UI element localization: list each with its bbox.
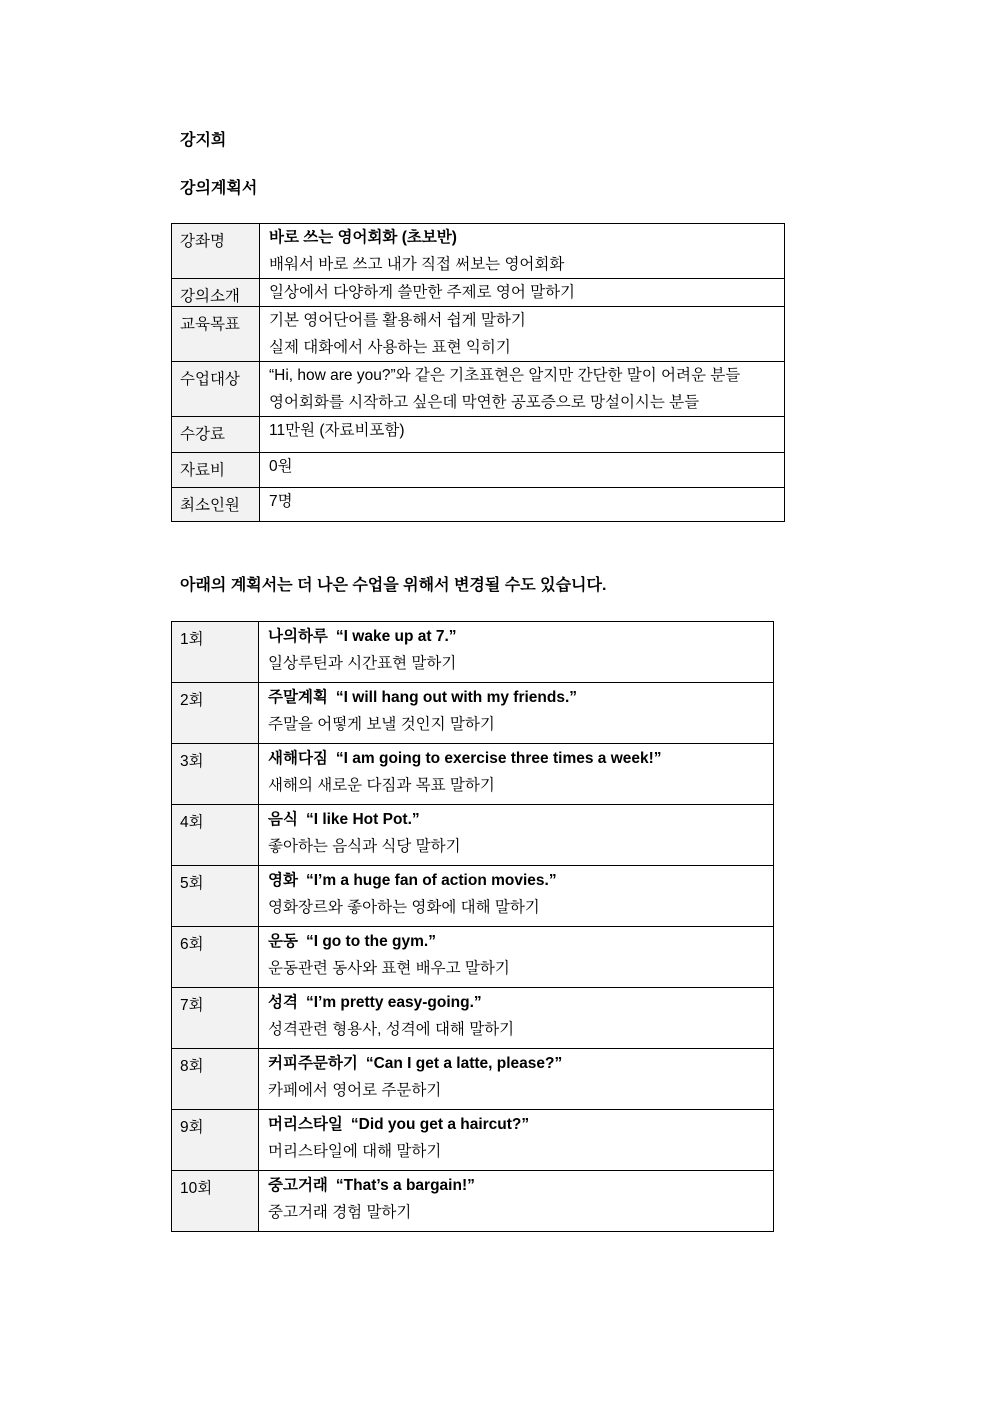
notice-text: 아래의 계획서는 더 나은 수업을 위해서 변경될 수도 있습니다. — [180, 577, 607, 594]
session-title-line — [268, 928, 773, 955]
session-row — [172, 866, 774, 927]
session-phrase: “I’m pretty easy-going.” — [305, 994, 482, 1011]
course-info-table — [171, 223, 785, 522]
info-label: 교육목표 — [172, 307, 260, 362]
session-topic: 커피주문하기 — [268, 1055, 358, 1072]
session-topic: 영화 — [268, 872, 298, 889]
session-title-line — [268, 867, 773, 894]
session-number: 3회 — [172, 744, 259, 805]
course-name: 바로 쓰는 영어회화 (초보반) — [269, 229, 457, 246]
session-title-line — [268, 1111, 773, 1138]
info-label: 자료비 — [172, 453, 260, 488]
session-content — [259, 927, 774, 988]
session-title-line — [268, 745, 773, 772]
info-line: 일상에서 다양하게 쓸만한 주제로 영어 말하기 — [269, 284, 576, 301]
session-phrase: “Did you get a haircut?” — [350, 1116, 530, 1133]
info-row-target — [172, 362, 785, 417]
session-title-line — [268, 806, 773, 833]
session-description: 머리스타일에 대해 말하기 — [268, 1143, 442, 1160]
info-line: 7명 — [269, 493, 293, 510]
session-number: 10회 — [172, 1171, 259, 1232]
session-title-line — [268, 989, 773, 1016]
session-topic: 새해다짐 — [268, 750, 328, 767]
session-row — [172, 1049, 774, 1110]
session-phrase: “Can I get a latte, please?” — [365, 1055, 563, 1072]
info-value — [260, 307, 785, 362]
session-phrase: “That’s a bargain!” — [335, 1177, 475, 1194]
info-row-goals — [172, 307, 785, 362]
session-title-line — [268, 1172, 773, 1199]
info-label: 강의소개 — [172, 279, 260, 307]
session-description: 일상루틴과 시간표현 말하기 — [268, 655, 457, 672]
session-number: 7회 — [172, 988, 259, 1049]
session-title-line — [268, 1050, 773, 1077]
info-value — [260, 362, 785, 417]
info-line: 0원 — [269, 458, 293, 475]
info-line: 실제 대화에서 사용하는 표현 익히기 — [269, 339, 511, 356]
info-row-min-students — [172, 488, 785, 522]
document-title: 강의계획서 — [180, 180, 258, 197]
session-phrase: “I go to the gym.” — [305, 933, 436, 950]
session-row — [172, 805, 774, 866]
info-value — [260, 488, 785, 522]
session-topic: 머리스타일 — [268, 1116, 343, 1133]
session-topic: 중고거래 — [268, 1177, 328, 1194]
session-description: 좋아하는 음식과 식당 말하기 — [268, 838, 461, 855]
info-label: 수강료 — [172, 417, 260, 453]
info-row-intro — [172, 279, 785, 307]
info-label: 수업대상 — [172, 362, 260, 417]
session-phrase: “I like Hot Pot.” — [305, 811, 420, 828]
session-row — [172, 988, 774, 1049]
session-topic: 성격 — [268, 994, 298, 1011]
info-line: 영어회화를 시작하고 싶은데 막연한 공포증으로 망설이시는 분들 — [269, 394, 700, 411]
session-description: 주말을 어떻게 보낼 것인지 말하기 — [268, 716, 495, 733]
session-number: 2회 — [172, 683, 259, 744]
info-value — [260, 453, 785, 488]
session-row — [172, 744, 774, 805]
session-number: 5회 — [172, 866, 259, 927]
session-phrase: “I wake up at 7.” — [335, 628, 457, 645]
session-content — [259, 622, 774, 683]
info-row-fee — [172, 417, 785, 453]
info-line: “Hi, how are you?”와 같은 기초표현은 알지만 간단한 말이 어려운 분들 — [269, 367, 741, 384]
session-content — [259, 1171, 774, 1232]
session-content — [259, 1110, 774, 1171]
session-row — [172, 1110, 774, 1171]
info-label: 최소인원 — [172, 488, 260, 522]
session-description: 새해의 새로운 다짐과 목표 말하기 — [268, 777, 495, 794]
session-phrase: “I am going to exercise three times a week!” — [335, 750, 662, 767]
info-row-course-name — [172, 224, 785, 279]
session-topic: 나의하루 — [268, 628, 328, 645]
session-content — [259, 988, 774, 1049]
session-description: 카페에서 영어로 주문하기 — [268, 1082, 442, 1099]
info-label: 강좌명 — [172, 224, 260, 279]
info-value — [260, 417, 785, 453]
session-topic: 음식 — [268, 811, 298, 828]
info-value — [260, 279, 785, 307]
session-row — [172, 1171, 774, 1232]
session-row — [172, 622, 774, 683]
session-content — [259, 1049, 774, 1110]
session-description: 영화장르와 좋아하는 영화에 대해 말하기 — [268, 899, 540, 916]
session-phrase: “I’m a huge fan of action movies.” — [305, 872, 557, 889]
session-number: 4회 — [172, 805, 259, 866]
session-content — [259, 805, 774, 866]
session-row — [172, 683, 774, 744]
session-description: 성격관련 형용사, 성격에 대해 말하기 — [268, 1021, 515, 1038]
session-description: 중고거래 경험 말하기 — [268, 1204, 412, 1221]
session-topic: 주말계획 — [268, 689, 328, 706]
session-row — [172, 927, 774, 988]
session-content — [259, 683, 774, 744]
session-phrase: “I will hang out with my friends.” — [335, 689, 578, 706]
info-value — [260, 224, 785, 279]
session-number: 8회 — [172, 1049, 259, 1110]
session-topic: 운동 — [268, 933, 298, 950]
info-line: 기본 영어단어를 활용해서 쉽게 말하기 — [269, 312, 526, 329]
session-number: 1회 — [172, 622, 259, 683]
info-row-material-fee — [172, 453, 785, 488]
author-name: 강지희 — [180, 132, 227, 149]
course-subtitle: 배워서 바로 쓰고 내가 직접 써보는 영어회화 — [269, 256, 565, 273]
session-description: 운동관련 동사와 표현 배우고 말하기 — [268, 960, 510, 977]
session-content — [259, 744, 774, 805]
session-number: 6회 — [172, 927, 259, 988]
session-schedule-table — [171, 621, 774, 1232]
info-line: 11만원 (자료비포함) — [269, 422, 405, 439]
session-title-line — [268, 623, 773, 650]
session-number: 9회 — [172, 1110, 259, 1171]
session-content — [259, 866, 774, 927]
session-title-line — [268, 684, 773, 711]
